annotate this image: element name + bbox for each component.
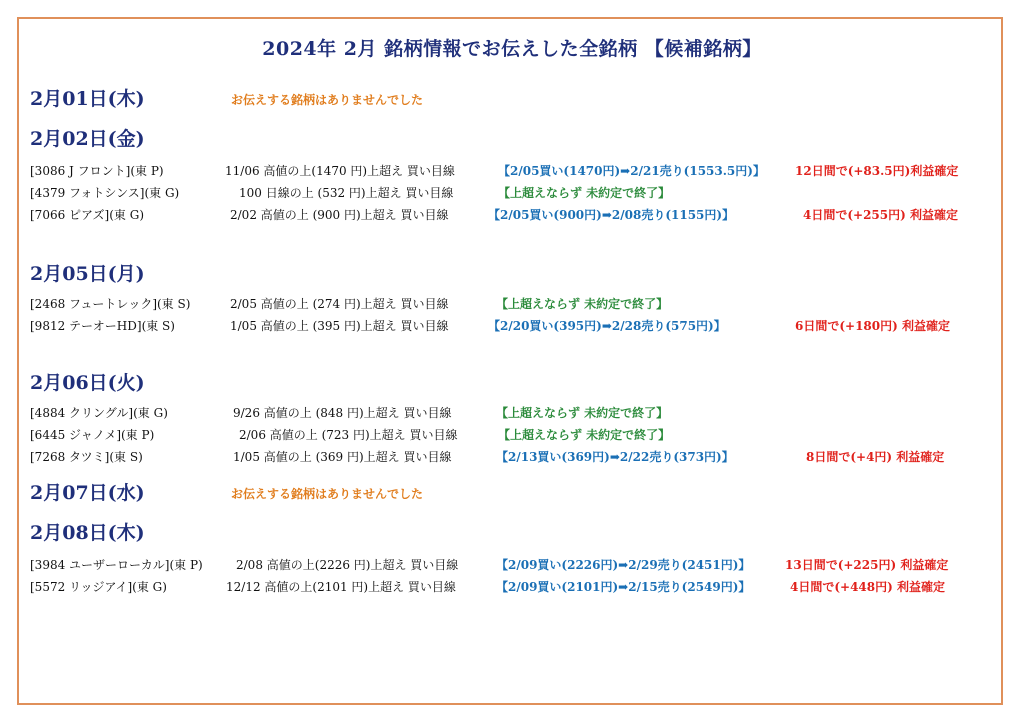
page-frame — [17, 17, 1003, 705]
stock-row — [0, 317, 1024, 335]
stock-row — [0, 556, 1024, 574]
stock-code: [7268 タツミ](東 S) — [30, 450, 143, 464]
stock-code: [2468 フュートレック](東 S) — [30, 297, 191, 311]
no-stocks-note: お伝えする銘柄はありませんでした — [231, 93, 424, 107]
day-heading: 2月08日(木) — [30, 522, 145, 544]
profit-result: 8日間で(+4円) 利益確定 — [806, 450, 945, 464]
stock-condition: 9/26 高値の上 (848 円)上超え 買い目線 — [233, 406, 452, 420]
stock-row — [0, 184, 1024, 202]
stock-condition: 2/05 高値の上 (274 円)上超え 買い目線 — [230, 297, 449, 311]
stock-row — [0, 206, 1024, 224]
stock-row — [0, 426, 1024, 444]
stock-condition: 12/12 高値の上(2101 円)上超え 買い目線 — [226, 580, 456, 594]
stock-code: [7066 ピアズ](東 G) — [30, 208, 145, 222]
stock-condition: 100 日線の上 (532 円)上超え 買い目線 — [239, 186, 454, 200]
trade-result: 【上超えならず 未約定で終了】 — [498, 186, 671, 200]
stock-condition: 11/06 高値の上(1470 円)上超え 買い目線 — [225, 164, 455, 178]
stock-code: [4884 クリングル](東 G) — [30, 406, 168, 420]
stock-code: [9812 テーオーHD](東 S) — [30, 319, 175, 333]
stock-row — [0, 295, 1024, 313]
stock-code: [3086 J フロント](東 P) — [30, 164, 164, 178]
profit-result: 13日間で(+225円) 利益確定 — [785, 558, 949, 572]
trade-result: 【上超えならず 未約定で終了】 — [496, 406, 669, 420]
page-title: 2024年 2月 銘柄情報でお伝えした全銘柄 【候補銘柄】 — [262, 38, 762, 60]
stock-code: [6445 ジャノメ](東 P) — [30, 428, 155, 442]
stock-code: [3984 ユーザーローカル](東 P) — [30, 558, 203, 572]
trade-result: 【2/05買い(900円)➡2/08売り(1155円)】 — [488, 208, 735, 222]
stock-code: [4379 フォトシンス](東 G) — [30, 186, 180, 200]
stock-condition: 2/08 高値の上(2226 円)上超え 買い目線 — [236, 558, 459, 572]
trade-result: 【2/09買い(2226円)➡2/29売り(2451円)】 — [496, 558, 751, 572]
profit-result: 12日間で(+83.5円)利益確定 — [795, 164, 959, 178]
stock-row — [0, 404, 1024, 422]
stock-condition: 2/06 高値の上 (723 円)上超え 買い目線 — [239, 428, 458, 442]
trade-result: 【2/20買い(395円)➡2/28売り(575円)】 — [488, 319, 726, 333]
stock-code: [5572 リッジアイ](東 G) — [30, 580, 167, 594]
trade-result: 【2/05買い(1470円)➡2/21売り(1553.5円)】 — [498, 164, 765, 178]
stock-row — [0, 448, 1024, 466]
trade-result: 【2/09買い(2101円)➡2/15売り(2549円)】 — [496, 580, 751, 594]
stock-row — [0, 578, 1024, 596]
stock-condition: 1/05 高値の上 (395 円)上超え 買い目線 — [230, 319, 449, 333]
day-heading: 2月01日(木) — [30, 88, 145, 110]
trade-result: 【上超えならず 未約定で終了】 — [496, 297, 669, 311]
day-heading: 2月07日(水) — [30, 482, 145, 504]
day-heading: 2月06日(火) — [30, 372, 145, 394]
day-heading: 2月02日(金) — [30, 128, 145, 150]
stock-condition: 2/02 高値の上 (900 円)上超え 買い目線 — [230, 208, 449, 222]
trade-result: 【2/13買い(369円)➡2/22売り(373円)】 — [496, 450, 734, 464]
profit-result: 4日間で(+448円) 利益確定 — [790, 580, 945, 594]
profit-result: 6日間で(+180円) 利益確定 — [795, 319, 950, 333]
profit-result: 4日間で(+255円) 利益確定 — [803, 208, 958, 222]
stock-row — [0, 162, 1024, 180]
no-stocks-note: お伝えする銘柄はありませんでした — [231, 487, 424, 501]
day-heading: 2月05日(月) — [30, 263, 145, 285]
trade-result: 【上超えならず 未約定で終了】 — [498, 428, 671, 442]
stock-condition: 1/05 高値の上 (369 円)上超え 買い目線 — [233, 450, 452, 464]
